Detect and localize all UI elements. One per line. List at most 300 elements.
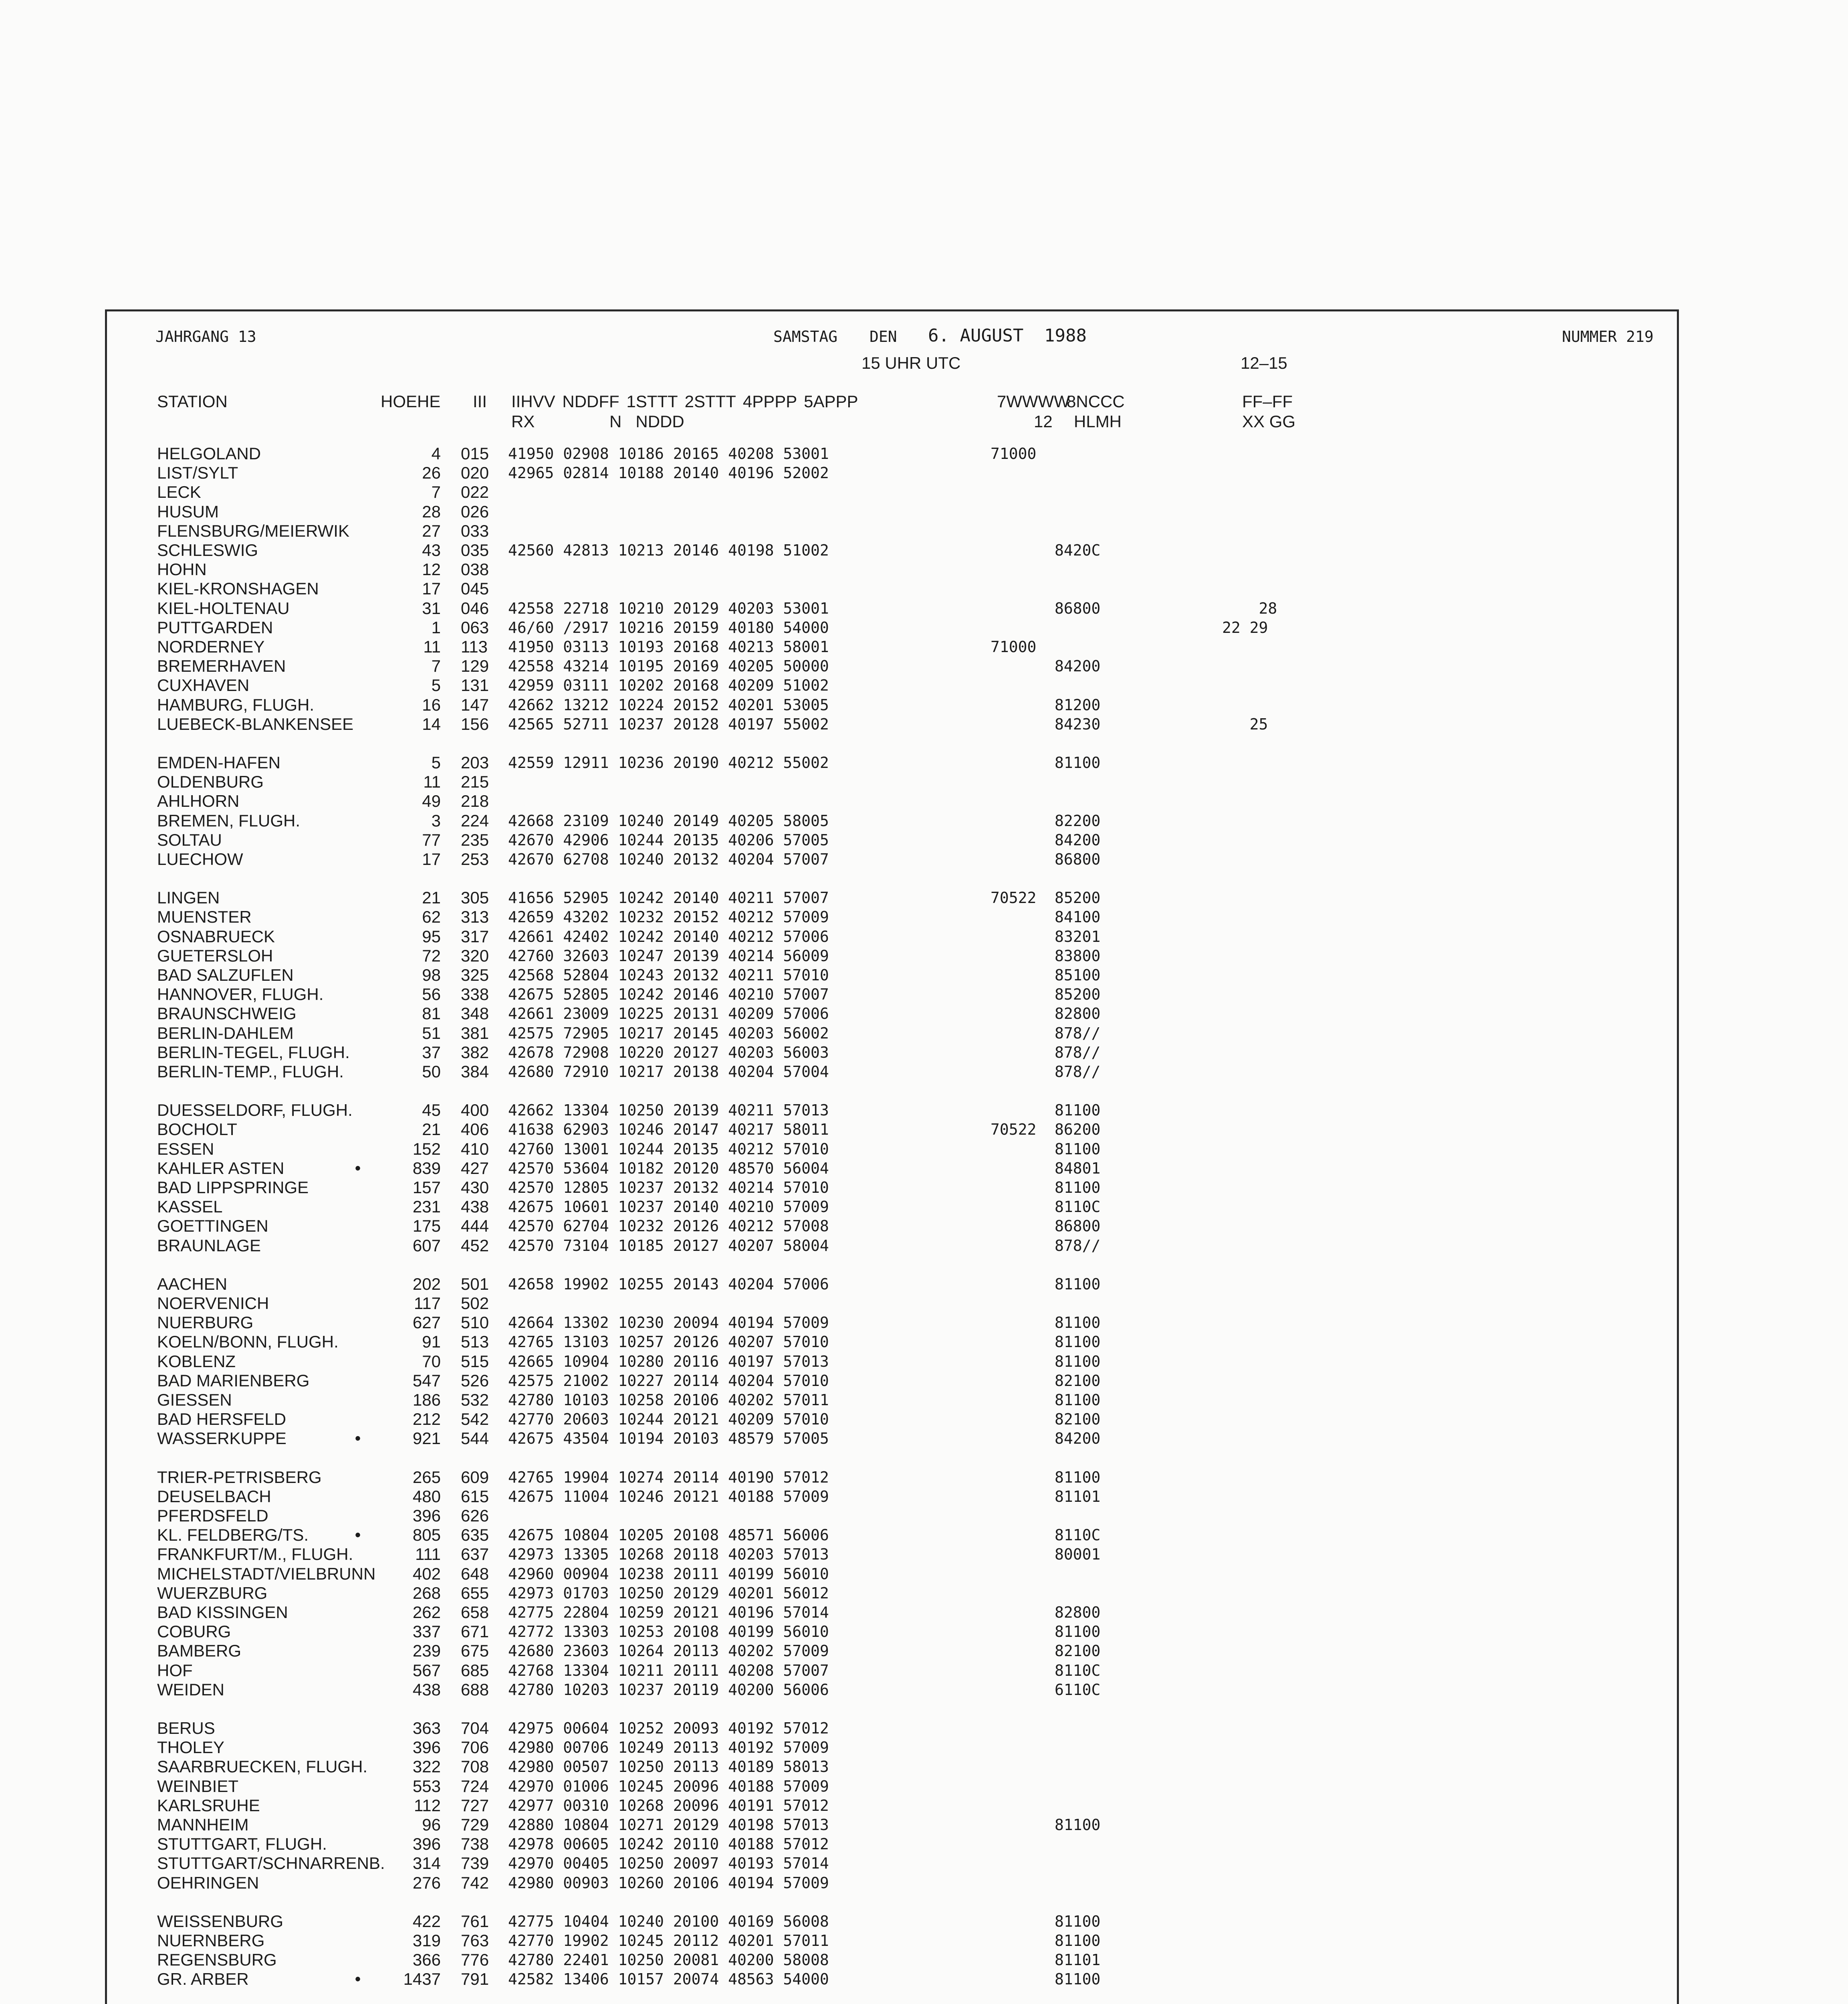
station-name: KASSEL [157,1197,223,1216]
station-height: 239 [412,1641,441,1660]
synop-codes: 42665 10904 10280 20116 40197 57013 [508,1353,829,1370]
station-id: 727 [461,1796,489,1815]
cloud-group: 83800 [1055,947,1101,965]
station-id: 113 [461,637,488,656]
table-row [0,502,1848,521]
station-name: GIESSEN [157,1390,232,1409]
synop-codes: 42565 52711 10237 20128 40197 55002 [508,715,829,733]
station-height: 265 [412,1468,441,1487]
mountain-marker: • [355,1160,361,1177]
station-height: 14 [422,715,441,733]
station-id: 156 [461,715,489,733]
synop-codes: 42661 23009 10225 20131 40209 57006 [508,1005,829,1022]
station-height: 396 [412,1738,441,1757]
synop-codes: 42582 13406 10157 20074 48563 54000 [508,1970,829,1988]
synop-codes: 42760 13001 10244 20135 40212 57010 [508,1140,829,1158]
station-id: 544 [461,1429,489,1448]
ff-range: 12–15 [1241,354,1287,372]
synop-codes: 42675 11004 10246 20121 40188 57009 [508,1488,829,1505]
station-height: 98 [422,966,441,984]
cloud-group: 84100 [1055,908,1101,926]
station-height: 72 [422,946,441,965]
station-height: 212 [412,1410,441,1428]
station-name: BERLIN-DAHLEM [157,1024,294,1042]
cloud-group: 81100 [1055,1140,1101,1158]
station-id: 348 [461,1004,489,1023]
station-name: HUSUM [157,502,219,521]
table-row [0,1912,1848,1931]
cloud-group: 81100 [1055,1932,1101,1949]
cloud-group: 81101 [1055,1951,1101,1969]
station-id: 410 [461,1139,489,1158]
station-name: MUENSTER [157,907,252,926]
table-row [0,753,1848,772]
station-name: KOELN/BONN, FLUGH. [157,1332,339,1351]
station-height: 37 [422,1043,441,1062]
synop-codes: 42670 42906 10244 20135 40206 57005 [508,831,829,849]
station-name: MANNHEIM [157,1815,249,1834]
station-height: 112 [414,1796,441,1815]
cloud-group: 81100 [1055,1816,1101,1834]
table-row [0,1332,1848,1351]
station-name: LECK [157,483,201,501]
synop-codes: 42570 73104 10185 20127 40207 58004 [508,1237,829,1255]
issue-number: NUMMER 219 [1562,328,1654,345]
synop-codes: 42973 01703 10250 20129 40201 56012 [508,1584,829,1602]
cloud-group: 86800 [1055,850,1101,868]
station-name: OEHRINGEN [157,1873,259,1892]
cloud-group: 82200 [1055,812,1101,830]
station-id: 382 [461,1043,489,1062]
station-id: 763 [461,1931,489,1950]
station-id: 738 [461,1834,489,1853]
station-id: 706 [461,1738,489,1757]
cloud-group: 8110C [1055,1198,1101,1216]
synop-codes: 42959 03111 10202 20168 40209 51002 [508,677,829,694]
synop-codes: 42780 22401 10250 20081 40200 58008 [508,1951,829,1969]
station-id: 609 [461,1468,489,1487]
synop-codes: 42780 10203 10237 20119 40200 56006 [508,1681,829,1699]
station-height: 17 [422,579,441,598]
station-name: KOBLENZ [157,1352,236,1371]
station-name: BERLIN-TEMP., FLUGH. [157,1062,344,1081]
station-id: 502 [461,1294,489,1313]
station-id: 320 [461,946,489,965]
station-height: 43 [422,541,441,560]
station-name: LUEBECK-BLANKENSEE [157,715,354,733]
station-id: 035 [461,541,489,560]
cloud-group: 84200 [1055,1430,1101,1447]
synop-codes: 42575 21002 10227 20114 40204 57010 [508,1372,829,1390]
col-codes-sub: RX N NDDD [511,412,684,431]
cloud-group: 81100 [1055,1623,1101,1640]
station-id: 235 [461,830,489,849]
cloud-group: 84200 [1055,657,1101,675]
cloud-group: 82800 [1055,1604,1101,1621]
station-name: OLDENBURG [157,772,264,791]
station-id: 655 [461,1584,489,1602]
table-row [0,657,1848,676]
synop-codes: 42680 23603 10264 20113 40202 57009 [508,1642,829,1660]
synop-codes: 42668 23109 10240 20149 40205 58005 [508,812,829,830]
table-row [0,946,1848,966]
station-height: 314 [412,1854,441,1873]
col-hoehe: HOEHE [381,392,441,411]
table-row [0,1120,1848,1139]
station-name: WEIDEN [157,1680,224,1699]
station-height: 96 [422,1815,441,1834]
station-name: LUECHOW [157,850,243,869]
synop-codes: 42659 43202 10232 20152 40212 57009 [508,908,829,926]
table-row [0,1468,1848,1487]
station-id: 430 [461,1178,489,1197]
synop-codes: 42675 10601 10237 20140 40210 57009 [508,1198,829,1216]
station-height: 4 [431,444,441,463]
station-height: 186 [412,1390,441,1409]
station-height: 1437 [403,1970,441,1988]
table-row [0,1757,1848,1776]
synop-codes: 42558 43214 10195 20169 40205 50000 [508,657,829,675]
mountain-marker: • [355,1430,361,1447]
station-height: 319 [412,1931,441,1950]
station-height: 95 [422,927,441,946]
cloud-group: 81100 [1055,1469,1101,1486]
synop-codes: 42680 72910 10217 20138 40204 57004 [508,1063,829,1081]
station-name: WUERZBURG [157,1584,268,1602]
table-row [0,483,1848,502]
synop-codes: 42880 10804 10271 20129 40198 57013 [508,1816,829,1834]
table-row [0,1024,1848,1043]
station-id: 626 [461,1506,489,1525]
station-id: 542 [461,1410,489,1428]
station-height: 567 [412,1661,441,1680]
station-height: 627 [412,1313,441,1332]
table-row [0,1641,1848,1661]
station-id: 046 [461,599,489,618]
synop-codes: 42670 62708 10240 20132 40204 57007 [508,850,829,868]
synop-codes: 42973 13305 10268 20118 40203 57013 [508,1545,829,1563]
mountain-marker: • [355,1526,361,1544]
station-height: 839 [412,1159,441,1178]
station-name: STUTTGART, FLUGH. [157,1834,327,1853]
table-row [0,1854,1848,1873]
synop-codes: 42970 00405 10250 20097 40193 57014 [508,1855,829,1872]
table-row [0,521,1848,541]
station-name: FLENSBURG/MEIERWIK [157,521,349,540]
table-row [0,715,1848,734]
col-7wwww: 7WWWW [997,392,1070,411]
table-row [0,927,1848,946]
station-id: 305 [461,888,489,907]
station-height: 7 [431,657,441,675]
synop-codes: 42559 12911 10236 20190 40212 55002 [508,754,829,772]
station-name: AHLHORN [157,792,240,810]
cloud-group: 81100 [1055,1101,1101,1119]
synop-codes: 42980 00706 10249 20113 40192 57009 [508,1739,829,1756]
station-name: BAD SALZUFLEN [157,966,294,984]
station-height: 268 [412,1584,441,1602]
station-height: 56 [422,985,441,1004]
station-height: 111 [415,1545,441,1564]
station-name: STUTTGART/SCHNARRENB. [157,1854,385,1873]
station-height: 262 [412,1603,441,1622]
station-height: 45 [422,1101,441,1119]
table-row [0,1275,1848,1294]
cloud-group: 81100 [1055,1275,1101,1293]
station-height: 396 [412,1506,441,1525]
table-row [0,811,1848,830]
station-height: 5 [431,676,441,695]
table-row [0,560,1848,579]
station-height: 81 [422,1004,441,1023]
station-id: 045 [461,579,489,598]
station-height: 27 [422,521,441,540]
station-name: LINGEN [157,888,220,907]
table-row [0,1777,1848,1796]
table-row [0,1062,1848,1081]
observation-time: 15 UHR UTC [861,354,961,372]
station-id: 452 [461,1236,489,1255]
station-name: HAMBURG, FLUGH. [157,695,315,714]
station-id: 635 [461,1525,489,1544]
table-row [0,1564,1848,1584]
weather-group: 71000 [991,445,1037,463]
synop-codes: 42570 12805 10237 20132 40214 57010 [508,1179,829,1196]
synop-codes: 41950 03113 10193 20168 40213 58001 [508,638,829,656]
station-id: 313 [461,907,489,926]
synop-codes: 42770 20603 10244 20121 40209 57010 [508,1410,829,1428]
cloud-group: 81100 [1055,754,1101,772]
station-name: HOHN [157,560,207,579]
col-ff-sub: XX GG [1242,412,1296,431]
synop-codes: 42780 10103 10258 20106 40202 57011 [508,1391,829,1409]
station-id: 253 [461,850,489,869]
table-row [0,1043,1848,1062]
table-row [0,1178,1848,1197]
synop-codes: 42980 00507 10250 20113 40189 58013 [508,1758,829,1776]
station-name: OSNABRUECK [157,927,275,946]
table-row [0,1622,1848,1641]
synop-codes: 42570 53604 10182 20120 48570 56004 [508,1160,829,1177]
station-height: 28 [422,502,441,521]
table-row [0,1738,1848,1757]
station-id: 317 [461,927,489,946]
cloud-group: 81101 [1055,1488,1101,1505]
cloud-group: 8110C [1055,1526,1101,1544]
cloud-group: 86800 [1055,600,1101,617]
table-row [0,1101,1848,1120]
cloud-group: 81100 [1055,1913,1101,1930]
cloud-group: 878// [1055,1237,1101,1255]
synop-codes: 42975 00604 10252 20093 40192 57012 [508,1719,829,1737]
synop-codes: 41656 52905 10242 20140 40211 57007 [508,889,829,907]
table-row [0,1834,1848,1854]
col-8nccc-sub: HLMH [1074,412,1122,431]
station-name: COBURG [157,1622,231,1641]
table-row [0,463,1848,483]
station-id: 203 [461,753,489,772]
station-name: REGENSBURG [157,1950,277,1969]
synop-codes: 42970 01006 10245 20096 40188 57009 [508,1778,829,1795]
station-height: 50 [422,1062,441,1081]
cloud-group: 84200 [1055,831,1101,849]
table-row [0,1661,1848,1680]
station-height: 322 [412,1757,441,1776]
station-height: 547 [412,1371,441,1390]
station-name: WEINBIET [157,1777,239,1796]
station-name: WEISSENBURG [157,1912,284,1931]
station-height: 363 [412,1719,441,1737]
station-height: 7 [431,483,441,501]
station-name: DUESSELDORF, FLUGH. [157,1101,353,1119]
station-id: 444 [461,1216,489,1235]
station-name: GOETTINGEN [157,1216,268,1235]
synop-codes: 42575 72905 10217 20145 40203 56002 [508,1024,829,1042]
station-name: BAD HERSFELD [157,1410,286,1428]
station-name: BAD MARIENBERG [157,1371,310,1390]
cloud-group: 8420C [1055,541,1101,559]
station-id: 688 [461,1680,489,1699]
station-name: SCHLESWIG [157,541,258,560]
cloud-group: 81100 [1055,1353,1101,1370]
station-name: EMDEN-HAFEN [157,753,281,772]
report-year: 1988 [1044,325,1087,346]
table-row [0,1603,1848,1622]
station-height: 152 [412,1139,441,1158]
station-id: 510 [461,1313,489,1332]
synop-codes: 42960 00904 10238 20111 40199 56010 [508,1565,829,1583]
table-row [0,1815,1848,1834]
cloud-group: 878// [1055,1024,1101,1042]
mountain-marker: • [355,1970,361,1988]
station-height: 16 [422,695,441,714]
station-name: BRAUNLAGE [157,1236,261,1255]
station-id: 742 [461,1873,489,1892]
station-id: 129 [461,657,489,675]
synop-codes: 42978 00605 10242 20110 40188 57012 [508,1835,829,1853]
station-height: 17 [422,850,441,869]
table-row [0,966,1848,985]
station-name: ESSEN [157,1139,214,1158]
station-id: 381 [461,1024,489,1042]
cloud-group: 82100 [1055,1410,1101,1428]
station-height: 3 [431,811,441,830]
synop-codes: 42770 19902 10245 20112 40201 57011 [508,1932,829,1949]
station-name: NORDERNEY [157,637,265,656]
cloud-group: 86800 [1055,1217,1101,1235]
station-height: 402 [412,1564,441,1583]
station-name: PFERDSFELD [157,1506,268,1525]
table-row [0,1931,1848,1950]
station-name: PUTTGARDEN [157,618,273,637]
station-height: 366 [412,1950,441,1969]
table-row [0,1545,1848,1564]
synop-codes: 42661 42402 10242 20140 40212 57006 [508,928,829,945]
station-name: CUXHAVEN [157,676,250,695]
synop-codes: 42568 52804 10243 20132 40211 57010 [508,966,829,984]
station-id: 501 [461,1275,489,1293]
cloud-group: 8110C [1055,1662,1101,1679]
station-id: 708 [461,1757,489,1776]
table-row [0,1584,1848,1603]
weather-group: 71000 [991,638,1037,656]
station-id: 648 [461,1564,489,1583]
cloud-group: 81200 [1055,696,1101,714]
synop-codes: 42765 13103 10257 20126 40207 57010 [508,1333,829,1351]
col-ff: FF–FF [1242,392,1293,411]
col-station: STATION [157,392,228,411]
table-row [0,888,1848,907]
table-row [0,1159,1848,1178]
station-name: FRANKFURT/M., FLUGH. [157,1545,353,1564]
table-row [0,637,1848,657]
table-row [0,599,1848,618]
station-name: SOLTAU [157,830,222,849]
wind-gusts: 28 [1222,600,1277,617]
table-row [0,444,1848,463]
station-id: 218 [461,792,489,810]
table-row [0,1796,1848,1815]
table-row [0,1410,1848,1429]
station-id: 325 [461,966,489,984]
table-row [0,985,1848,1004]
station-id: 526 [461,1371,489,1390]
synop-codes: 42662 13212 10224 20152 40201 53005 [508,696,829,714]
station-id: 671 [461,1622,489,1641]
station-name: WASSERKUPPE [157,1429,286,1448]
station-height: 553 [412,1777,441,1796]
station-name: HOF [157,1661,193,1680]
station-name: GUETERSLOH [157,946,273,965]
station-height: 276 [412,1873,441,1892]
station-name: BREMEN, FLUGH. [157,811,301,830]
table-row [0,830,1848,850]
table-row [0,1525,1848,1545]
station-name: BAMBERG [157,1641,242,1660]
station-name: BERLIN-TEGEL, FLUGH. [157,1043,350,1062]
station-height: 805 [412,1525,441,1544]
station-height: 175 [412,1216,441,1235]
station-height: 231 [412,1197,441,1216]
station-height: 31 [422,599,441,618]
station-height: 396 [412,1834,441,1853]
station-name: BREMERHAVEN [157,657,286,675]
station-id: 400 [461,1101,489,1119]
station-height: 12 [422,560,441,579]
station-id: 147 [461,695,489,714]
station-id: 658 [461,1603,489,1622]
weather-group: 70522 [991,1121,1037,1138]
table-row [0,541,1848,560]
station-id: 637 [461,1545,489,1564]
cloud-group: 82100 [1055,1642,1101,1660]
station-height: 77 [422,830,441,849]
cloud-group: 81100 [1055,1970,1101,1988]
station-height: 49 [422,792,441,810]
station-id: 224 [461,811,489,830]
table-row [0,1294,1848,1313]
table-row [0,618,1848,637]
station-height: 21 [422,1120,441,1139]
table-row [0,1139,1848,1159]
station-id: 776 [461,1950,489,1969]
cloud-group: 82800 [1055,1005,1101,1022]
synop-codes: 42560 42813 10213 20146 40198 51002 [508,541,829,559]
station-height: 26 [422,463,441,482]
synop-codes: 42675 10804 10205 20108 48571 56006 [508,1526,829,1544]
cloud-group: 878// [1055,1044,1101,1061]
table-row [0,1197,1848,1216]
